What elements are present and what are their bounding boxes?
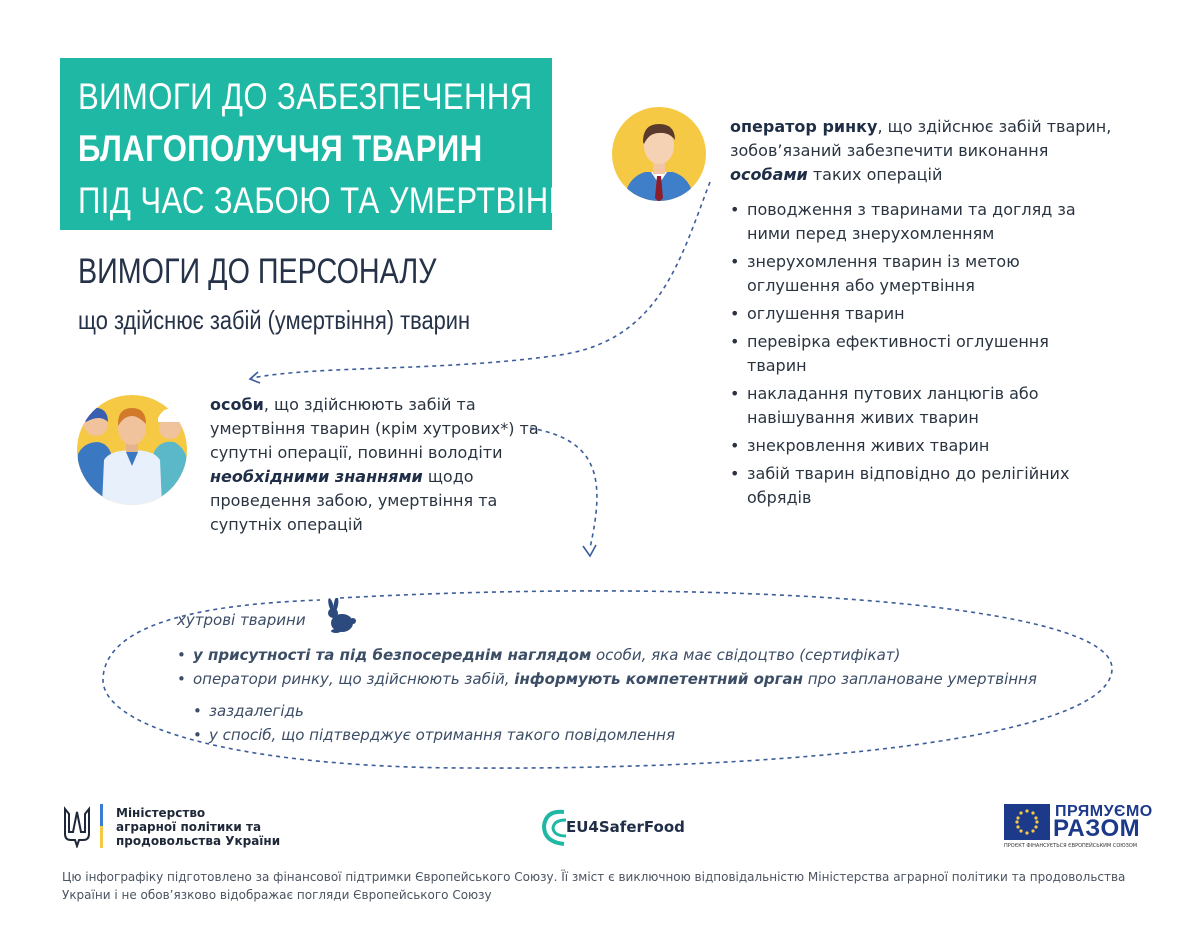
title-line-2: БЛАГОПОЛУЧЧЯ ТВАРИН	[78, 128, 483, 169]
list-item: • оглушення тварин	[730, 304, 905, 323]
operator-bold-lead: оператор ринку	[730, 117, 878, 136]
fur-animals-title: хутрові тварини	[177, 611, 306, 629]
ministry-name: Міністерство аграрної політики та продовольства України	[116, 806, 281, 848]
arrow-to-persons	[252, 182, 710, 378]
list-item: • забій тварин відповідно до релігійних обрядів	[730, 464, 1070, 507]
list-item: • оператори ринку, що здійснюють забій, інформують компетентний орган про заплановане умертвіння	[177, 670, 1037, 688]
list-item: • перевірка ефективності оглушення тварин	[730, 332, 1049, 375]
disclaimer: Цю інфографіку підготовлено за фінансової підтримки Європейського Союзу. Її зміст є виключною відповідальністю Міністерства аграрної політики та продовольства України і не обов’язково відображає погляди Європейського Союзу	[62, 870, 1126, 902]
persons-italic: необхідними знаннями	[210, 467, 423, 486]
trident-icon	[62, 806, 92, 848]
operator-italic: особами	[730, 165, 808, 184]
list-item: • поводження з тваринами та догляд за ними перед знерухомленням	[730, 200, 1076, 243]
operator-text-2: таких операцій	[807, 165, 943, 184]
arrow-to-fur	[530, 428, 597, 548]
arrow-head-2	[583, 545, 596, 556]
title-line-3: ПІД ЧАС ЗАБОЮ ТА УМЕРТВІННЯ	[78, 180, 595, 221]
list-item: • у спосіб, що підтверджує отримання такого повідомлення	[193, 726, 675, 744]
fur-requirements	[177, 643, 1077, 747]
persons-group-icon	[76, 394, 188, 506]
eu-project-note: ПРОЄКТ ФІНАНСУЄТЬСЯ ЄВРОПЕЙСЬКИМ СОЮЗОМ	[1004, 843, 1138, 849]
list-item: • заздалегідь	[193, 702, 304, 720]
list-item: • знерухомлення тварин із метою оглушення або умертвіння	[730, 252, 1020, 295]
rabbit-icon	[322, 598, 358, 634]
eu-flag-icon	[1004, 804, 1050, 840]
operator-text-1: , що здійснює забій тварин, зобов’язаний забезпечити виконання	[730, 117, 1112, 160]
list-item: • знекровлення живих тварин	[730, 436, 990, 455]
title-line-1: ВИМОГИ ДО ЗАБЕЗПЕЧЕННЯ	[78, 76, 533, 117]
ua-flag-stripe-yellow	[100, 826, 103, 848]
eu4saferfood-logo: EU4SaferFood	[566, 818, 685, 836]
persons-description: особи, що здійснюють забій та умертвіння тварин (крім хутрових*) та супутні операції, повинні володіти необхідними знаннями щодо проведення забою, умертвіння та супутніх операцій	[210, 395, 539, 534]
razom-label: РАЗОМ	[1053, 815, 1141, 842]
personnel-subheading: що здійснює забій (умертвіння) тварин	[78, 305, 471, 335]
personnel-heading: ВИМОГИ ДО ПЕРСОНАЛУ	[78, 252, 437, 291]
list-item: • у присутності та під безпосереднім наглядом особи, яка має свідоцтво (сертифікат)	[177, 646, 901, 664]
persons-bold-lead: особи	[210, 395, 264, 414]
pryamuemo-label: ПРЯМУЄМО	[1055, 803, 1153, 820]
list-item: • накладання путових ланцюгів або навішування живих тварин	[730, 384, 1039, 427]
